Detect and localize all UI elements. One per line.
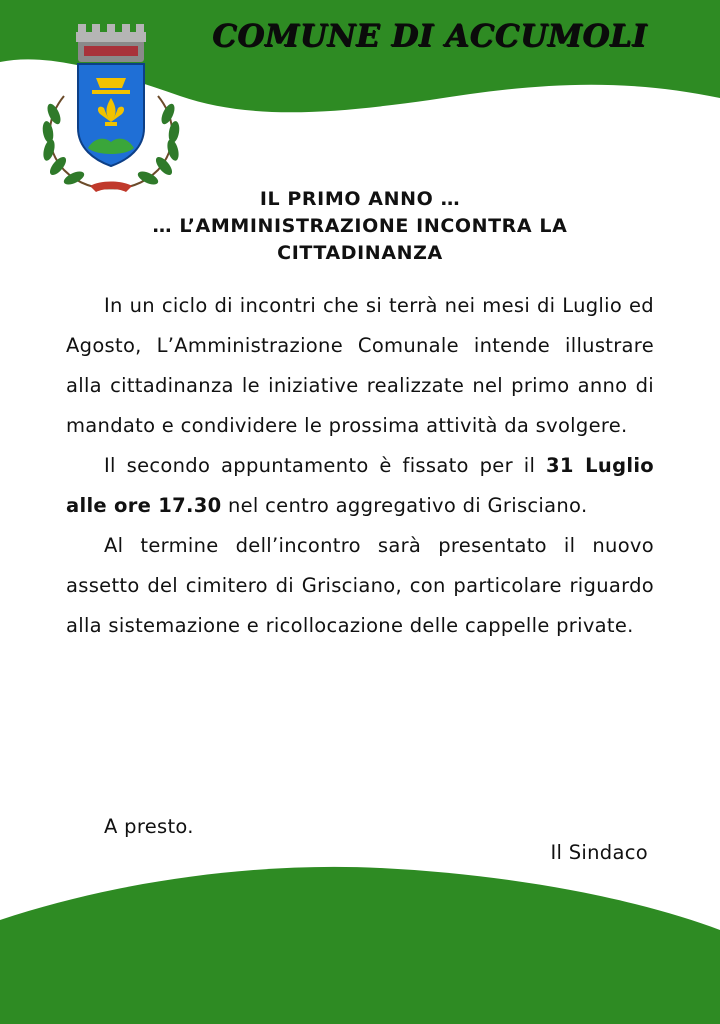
announcement-headline: [60, 186, 660, 267]
headline-line-3: CITTADINANZA: [277, 242, 443, 264]
closing-greeting: A presto.: [104, 815, 194, 838]
coat-of-arms-icon: [34, 18, 188, 196]
headline-line-1: IL PRIMO ANNO …: [259, 188, 461, 210]
crown-icon: [76, 24, 146, 62]
mayor-signature: Il Sindaco: [550, 841, 648, 864]
shield-icon: [78, 64, 144, 166]
municipality-title: COMUNE DI ACCUMOLI: [212, 18, 648, 54]
bottom-green-band: [0, 867, 720, 1024]
announcement-body: [66, 286, 654, 646]
appointment-text-end: nel centro aggregativo di Grisciano.: [221, 494, 588, 517]
paragraph-intro: In un ciclo di incontri che si terrà nei mesi di Luglio ed Agosto, L’Amministrazione Comunale intende illustrare alla cittadinanza le iniziative realizzate nel primo anno di mandato e condividere le prossima attività da svolgere.: [66, 294, 654, 437]
paragraph-cemetery: Al termine dell’incontro sarà presentato il nuovo assetto del cimitero di Grisciano, con particolare riguardo alla sistemazione e ricollocazione delle cappelle private.: [66, 534, 654, 637]
headline-line-2: … L’AMMINISTRAZIONE INCONTRA LA: [152, 215, 568, 237]
appointment-date-time: 31 Luglio alle ore 17.30: [66, 454, 654, 517]
appointment-text-start: Il secondo appuntamento è fissato per il: [104, 454, 546, 477]
paragraph-appointment: [66, 446, 654, 526]
